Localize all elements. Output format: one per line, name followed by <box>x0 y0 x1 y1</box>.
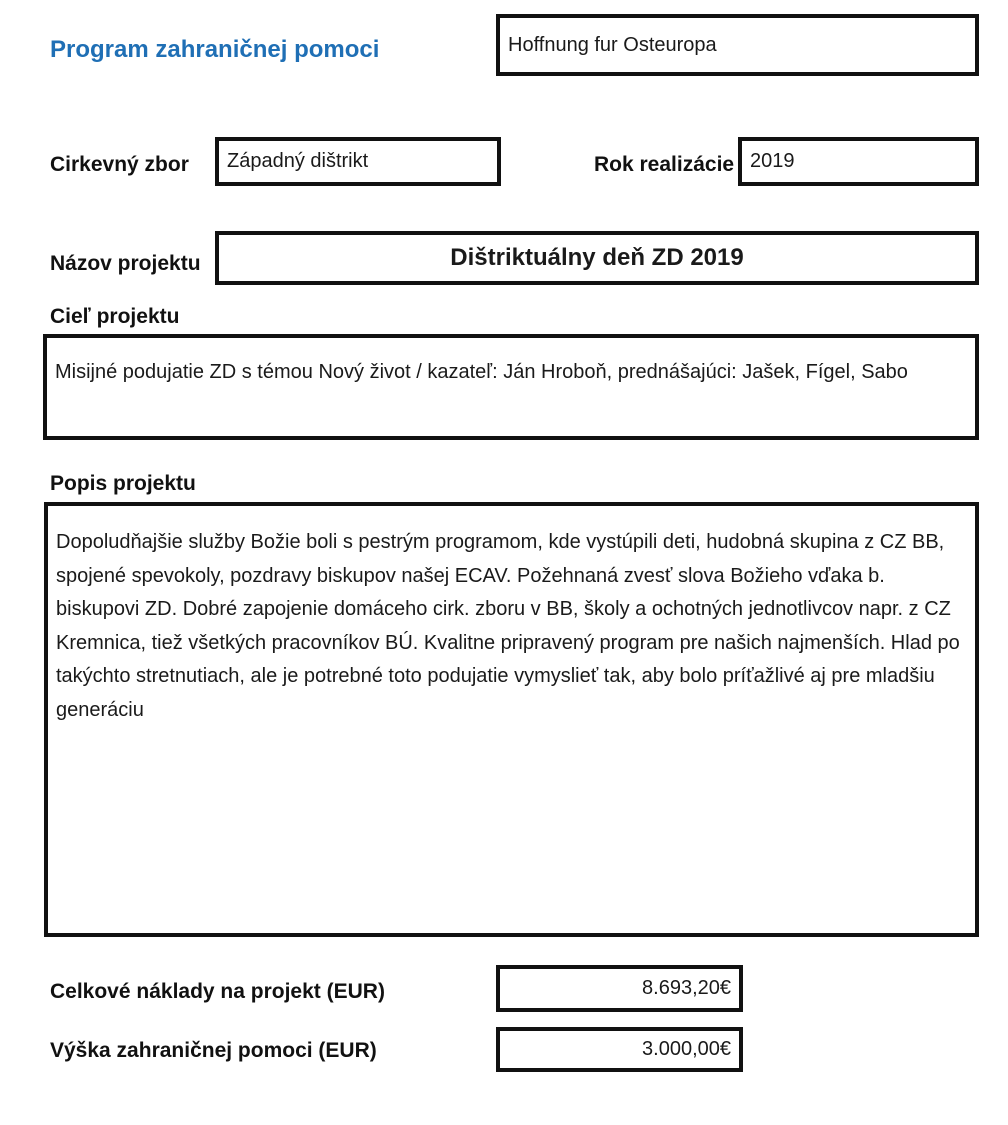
foreign-aid-label: Výška zahraničnej pomoci (EUR) <box>50 1039 377 1062</box>
description-label: Popis projektu <box>50 472 196 495</box>
program-title: Program zahraničnej pomoci <box>50 36 380 63</box>
church-label: Cirkevný zbor <box>50 153 189 176</box>
foreign-aid-value-field[interactable]: 3.000,00€ <box>496 1027 743 1072</box>
total-cost-value-field[interactable]: 8.693,20€ <box>496 965 743 1012</box>
project-name-label: Názov projektu <box>50 252 201 275</box>
church-value-field[interactable]: Západný dištrikt <box>215 137 501 186</box>
program-value-field[interactable]: Hoffnung fur Osteuropa <box>496 14 979 76</box>
project-name-value-field[interactable]: Dištriktuálny deň ZD 2019 <box>215 231 979 285</box>
goal-label: Cieľ projektu <box>50 305 180 328</box>
year-label: Rok realizácie <box>594 153 735 176</box>
description-value-field[interactable]: Dopoludňajšie služby Božie boli s pestrým programom, kde vystúpili deti, hudobná skupina z CZ BB, spojené spevokoly, pozdravy biskupov našej ECAV. Požehnaná zvesť slova Božieho vďaka b. biskupovi ZD. Dobré zapojenie domáceho cirk. zboru v BB, školy a ochotných jednotlivcov napr. z CZ Kremnica, tiež všetkých pracovníkov BÚ. Kvalitne pripravený program pre našich najmenších. Hlad po takýchto stretnutiach, ale je potrebné toto podujatie vymyslieť tak, aby bolo príťažlivé aj pre mladšiu generáciu <box>44 502 979 937</box>
year-value-field[interactable]: 2019 <box>738 137 979 186</box>
total-cost-label: Celkové náklady na projekt (EUR) <box>50 980 385 1003</box>
goal-value-field[interactable]: Misijné podujatie ZD s témou Nový život / kazateľ: Ján Hroboň, prednášajúci: Jašek, Fígel, Sabo <box>43 334 979 440</box>
